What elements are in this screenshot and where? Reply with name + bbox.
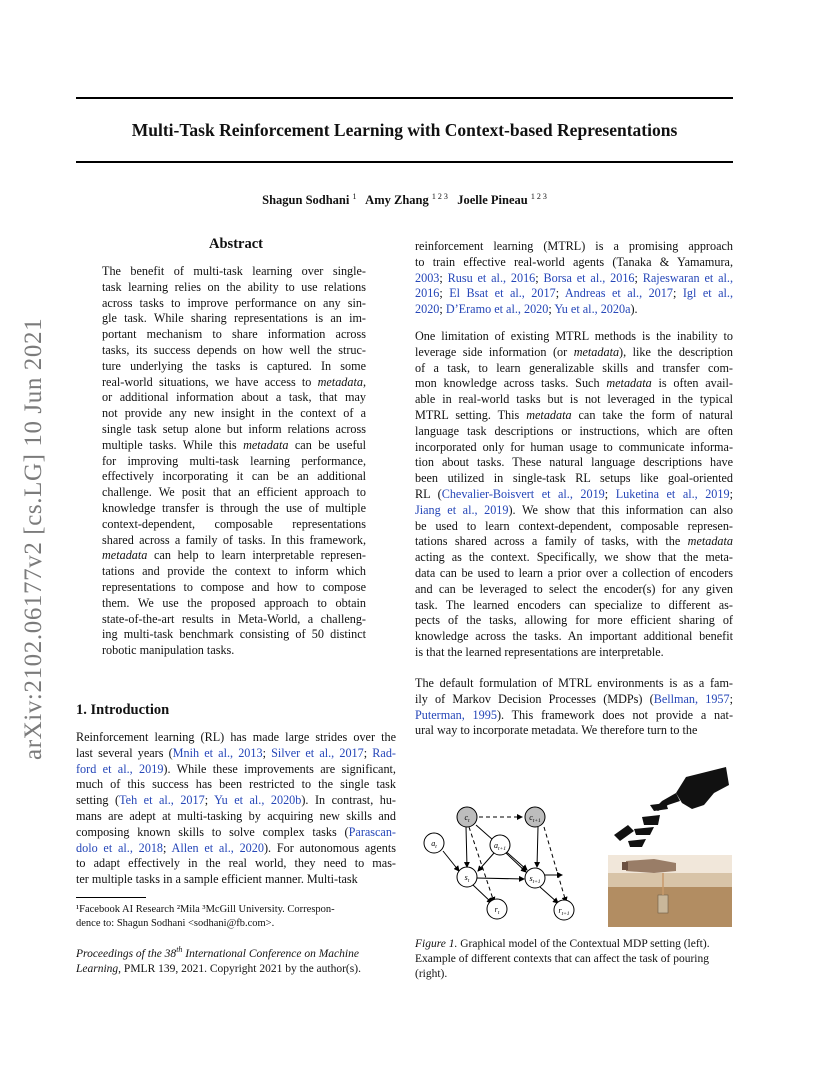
caption-line: Figure 1. Graphical model of the Contextual MDP setting (left). [415, 938, 710, 950]
text-line: Puterman, 1995). This framework does not provide a nat- [415, 707, 734, 722]
text-line: knowledge transfer is through the use of multiple [102, 500, 366, 515]
text-line: acting as the context. Specifically, we show that the meta- [415, 550, 733, 565]
text-line: tion about tasks. These natural language descriptions have [415, 455, 733, 470]
text-line: tations shared across a family of tasks, with the metadata [415, 534, 733, 549]
intro-heading: 1. Introduction [76, 702, 170, 718]
node-c-t1 [525, 807, 545, 827]
text-line: been utilized in single-task RL setups like goal-oriented [415, 471, 733, 486]
author-affiliation: 1 2 3 [530, 192, 547, 201]
text-line: of a task, to learn generalizable skills and transfer com- [415, 360, 733, 375]
node-s-t1 [525, 868, 545, 888]
proceedings-note [76, 942, 396, 977]
text-line: 2020; D’Eramo et al., 2020; Yu et al., 2020a). [415, 302, 638, 317]
text-line: last several years (Mnih et al., 2013; Silver et al., 2017; Rad- [76, 745, 396, 760]
text-line: ture underlying the tasks is captured. In some [102, 358, 366, 373]
text-line: task. The learned encoders can specialize to different as- [415, 597, 733, 612]
text-line: mon knowledge across tasks. Such metadata is often avail- [415, 376, 733, 391]
caption-line: (right). [415, 968, 448, 980]
node-a-t1 [490, 835, 510, 855]
text-line: ing multi-task benchmark consisting of 50 distinct [102, 627, 366, 642]
text-line: gle task. While sharing representations is an im- [102, 311, 366, 326]
text-line: One limitation of existing MTRL methods is the inability to [415, 329, 733, 343]
text-line: not provide any new insight in the context of a [102, 406, 366, 421]
text-line: shared across a family of tasks. In this framework, [102, 532, 366, 547]
text-line: them. We use the proposed approach to obtain [102, 595, 366, 610]
text-line: for improving multi-task learning performance, [102, 453, 366, 468]
text-line: setting (Teh et al., 2017; Yu et al., 2020b). In contrast, hu- [76, 793, 396, 808]
node-r-t1 [554, 900, 574, 920]
text-line: incorporated only for human usage to communicate informa- [415, 439, 733, 454]
text-line: Reinforcement learning (RL) has made large strides over the [76, 730, 396, 744]
graph-nodes [424, 807, 574, 920]
text-line: mans are adept at multi-tasking by acquiring new skills and [76, 808, 396, 823]
text-line: to adapt effectively in the real world, they need to mas- [76, 856, 396, 871]
author-name: Shagun Sodhani [262, 193, 350, 208]
proceedings-line: Proceedings of the 38th International Conference on Machine [76, 945, 359, 960]
svg-text:ct+1: $c_{t+1}$ [529, 813, 541, 824]
author-name: Amy Zhang [365, 193, 429, 208]
text-line: challenge. We posit that an efficient approach to [102, 485, 366, 500]
text-line: portant mechanism to share information across [102, 327, 366, 342]
text-line: tasks, its success depends on how well the struc- [102, 342, 366, 357]
top-rule [76, 97, 733, 99]
svg-text:st+1: $s_{t+1}$ [529, 874, 541, 885]
svg-text:at+1: $a_{t+1}$ [494, 841, 506, 852]
graphical-model [443, 817, 566, 903]
text-line: 2003; Rusu et al., 2016; Borsa et al., 2016; Rajeswaran et al., [415, 270, 733, 285]
text-line: The benefit of multi-task learning over single- [102, 264, 366, 278]
text-line: robotic manipulation tasks. [102, 643, 235, 658]
text-line: MTRL setting. This metadata can take the form of natural [415, 407, 733, 422]
footnote-line: dence to: Shagun Sodhani <sodhani@fb.com>. [76, 918, 275, 929]
text-line: tations and provide the context to inform which [102, 564, 366, 579]
text-line: language task descriptions or instructions, which are often [415, 423, 733, 438]
figure-caption [415, 937, 735, 982]
intro-body [76, 730, 396, 888]
text-line: pects of the tasks, allowing for more efficient sharing of [415, 613, 733, 628]
text-line: ural way to incorporate metadata. We therefore turn to the [415, 723, 698, 738]
figure-1 [414, 765, 732, 930]
title-bottom-rule [76, 161, 733, 163]
text-line: or additional information about a task, that may [102, 390, 366, 405]
abstract-body [102, 264, 366, 659]
text-line: able in real-world tasks but is not leveraged in the typical [415, 392, 733, 407]
right-column-para-3 [415, 676, 733, 739]
footnote [76, 903, 396, 931]
text-line: knowledge across the tasks. An important additional benefit [415, 629, 733, 644]
proceedings-line: Learning, PMLR 139, 2021. Copyright 2021 by the author(s). [76, 962, 361, 975]
text-line: 2016; El Bsat et al., 2017; Andreas et al., 2017; Igl et al., [415, 286, 733, 301]
pouring-illustration [608, 767, 732, 927]
author-list [76, 192, 733, 208]
text-line: and can be leveraged to select the encoder(s) for any given [415, 581, 733, 596]
text-line: multiple tasks. While this metadata can be useful [102, 437, 367, 452]
author-name: Joelle Pineau [457, 193, 528, 208]
text-line: is that the learned representations are interpretable. [415, 644, 664, 659]
arxiv-watermark: arXiv:2102.06177v2 [cs.LG] 10 Jun 2021 [20, 317, 47, 760]
author-affiliation: 1 2 3 [431, 192, 448, 201]
abstract-heading: Abstract [209, 236, 263, 252]
text-line: metadata can help to learn interpretable represen- [102, 548, 366, 563]
text-line: composing known skills to solve complex tasks (Parascan- [76, 824, 396, 839]
text-line: much of this success has been restricted to the single task [76, 777, 396, 792]
right-column-para-1 [415, 239, 733, 318]
text-line: leverage side information (or metadata), like the description [415, 344, 733, 359]
text-line: effectively incorporating it can be an additional [102, 469, 366, 484]
text-line: across tasks to improve performance on any sin- [102, 295, 366, 310]
svg-text:ct: $c_t$ [464, 813, 470, 824]
text-line: be used to learn context-dependent, composable represen- [415, 518, 733, 533]
text-line: state-of-the-art results in Meta-World, a challeng- [102, 611, 366, 626]
right-column-para-2 [415, 329, 733, 661]
svg-text:at: $a_t$ [431, 839, 437, 850]
text-line: Jiang et al., 2019). We show that this information can also [415, 502, 733, 517]
text-line: task learning relies on the ability to use relations [102, 279, 366, 294]
text-line: context-dependent, composable representations [102, 516, 366, 531]
text-line: single task setup alone but inform relations across [102, 421, 366, 436]
text-line: dolo et al., 2018; Allen et al., 2020). For autonomous agents [76, 840, 396, 855]
footnote-rule [76, 897, 146, 898]
text-line: ter multiple tasks in a sample efficient manner. Multi-task [76, 872, 358, 887]
text-line: to train effective real-world agents (Tanaka & Yamamura, [415, 254, 733, 269]
text-line: reinforcement learning (MTRL) is a promising approach [415, 239, 733, 253]
svg-text:st: $s_t$ [464, 873, 470, 884]
text-line: representations to compose and how to compose [102, 579, 366, 594]
author-affiliation: 1 [352, 192, 357, 201]
footnote-line: ¹Facebook AI Research ²Mila ³McGill University. Correspon- [76, 904, 335, 915]
svg-text:rt+1: $r_{t+1}$ [558, 906, 570, 917]
caption-line: Example of different contexts that can affect the task of pouring [415, 953, 709, 965]
svg-text:rt: $r_t$ [494, 905, 500, 916]
text-line: ford et al., 2019). While these improvements are significant, [76, 761, 396, 776]
text-line: data can be used to learn a prior over a collection of encoders [415, 565, 733, 580]
text-line: The default formulation of MTRL environments is as a fam- [415, 676, 733, 690]
text-line: RL (Chevalier-Boisvert et al., 2019; Luketina et al., 2019; [415, 486, 733, 501]
text-line: ily of Markov Decision Processes (MDPs) (Bellman, 1957; [415, 691, 734, 706]
paper-title: Multi-Task Reinforcement Learning with Context-based Representations [131, 120, 678, 140]
text-line: real-world situations, we have access to metadata, [102, 374, 366, 389]
